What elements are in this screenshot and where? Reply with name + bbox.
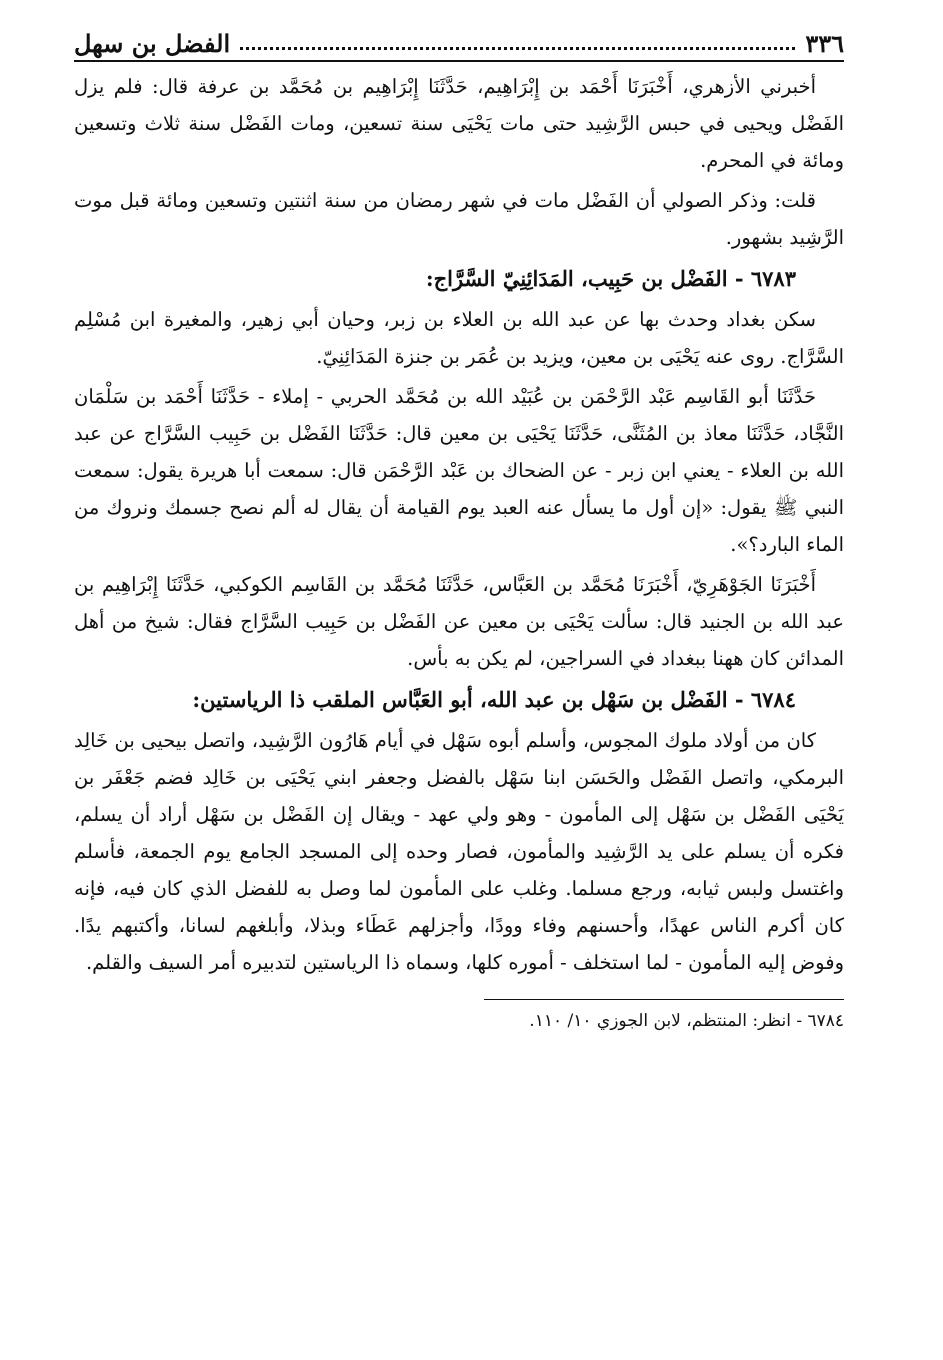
dotted-leader: [240, 47, 795, 50]
footnote: ٦٧٨٤ - انظر: المنتظم، لابن الجوزي ١٠/ ١١٠.: [529, 1011, 844, 1031]
paragraph-1: أخبرني الأزهري، أَخْبَرَنَا أَحْمَد بن إِبْرَاهِيم، حَدَّثَنَا إِبْرَاهِيم بن مُحَمَّد بن عرفة قال: فلم يزل الفَضْل ويحيى في حبس الرَّشِيد حتى مات يَحْيَى سنة تسعين، ومات الفَضْل سنة ثلاث وتسعين ومائة في المحرم.: [74, 75, 844, 172]
page-body: [74, 68, 844, 981]
paragraph-5: أَخْبَرَنَا الجَوْهَرِيّ، أَخْبَرَنَا مُحَمَّد بن العَبَّاس، حَدَّثَنَا مُحَمَّد بن القَاسِم الكوكبي، حَدَّثَنَا إِبْرَاهِيم بن عبد الله بن الجنيد قال: سألت يَحْيَى بن معين عن الفَضْل بن حَبِيب السَّرَّاج فقال: شيخ من أهل المدائن كان ههنا ببغداد في السراجين، لم يكن به بأس.: [74, 573, 844, 670]
running-title: الفضل بن سهل: [74, 29, 231, 58]
footnote-separator: [484, 999, 844, 1000]
entry-heading-6784: ٦٧٨٤ - الفَضْل بن سَهْل بن عبد الله، أبو العَبَّاس الملقب ذا الرياستين:: [192, 687, 796, 712]
paragraph-3: سكن بغداد وحدث بها عن عبد الله بن العلاء بن زبر، وحيان أبي زهير، والمغيرة ابن مُسْلِم السَّرَّاج. روى عنه يَحْيَى بن معين، ويزيد بن عُمَر بن جنزة المَدَائِنِيّ.: [74, 308, 844, 368]
page-number: ٣٣٦: [805, 29, 844, 58]
running-header: [74, 18, 844, 62]
book-page: [74, 18, 844, 1338]
entry-heading-6783: ٦٧٨٣ - الفَضْل بن حَبِيب، المَدَائِنِيّ السَّرَّاج:: [425, 266, 796, 291]
paragraph-4: حَدَّثَنَا أبو القَاسِم عَبْد الرَّحْمَن بن عُبَيْد الله بن مُحَمَّد الحربي - إملاء - حَدَّثَنَا أَحْمَد بن سَلْمَان النَّجَّاد، حَدَّثَنَا معاذ بن المُثَنَّى، حَدَّثَنَا يَحْيَى بن معين قال: حَدَّثَنَا الفَضْل بن حَبِيب السَّرَّاج عن عبد الله بن العلاء - يعني ابن زبر - عن الضحاك بن عَبْد الرَّحْمَن قال: سمعت أبا هريرة يقول: سمعت النبي ﷺ يقول: «إن أول ما يسأل عنه العبد يوم القيامة أن يقال له ألم نصح جسمك ونروك من الماء البارد؟».: [74, 385, 844, 556]
paragraph-6: كان من أولاد ملوك المجوس، وأسلم أبوه سَهْل في أيام هَارُون الرَّشِيد، واتصل بيحيى بن خَالِد البرمكي، واتصل الفَضْل والحَسَن ابنا سَهْل بالفضل وجعفر ابني يَحْيَى بن خَالِد فضم جَعْفَر بن يَحْيَى الفَضْل بن سَهْل إلى المأمون - وهو ولي عهد - ويقال إن الفَضْل بن سَهْل أراد أن يسلم، فكره أن يسلم على يد الرَّشِيد والمأمون، فصار وحده إلى المسجد الجامع يوم الجمعة، فأسلم واغتسل ولبس ثيابه، ورجع مسلما. وغلب على المأمون لما وصل به للفضل الذي كان فيه، فإنه كان أكرم الناس عهدًا، وأحسنهم وفاء وودًا، وأجزلهم عَطَاء وبذلا، وأبلغهم لسانا، وأكتبهم يدًا. وفوض إليه المأمون - لما استخلف - أموره كلها، وسماه ذا الرياستين لتدبيره أمر السيف والقلم.: [74, 729, 844, 974]
paragraph-2: قلت: وذكر الصولي أن الفَضْل مات في شهر رمضان من سنة اثنتين وتسعين ومائة قبل موت الرَّشِيد بشهور.: [74, 189, 844, 249]
